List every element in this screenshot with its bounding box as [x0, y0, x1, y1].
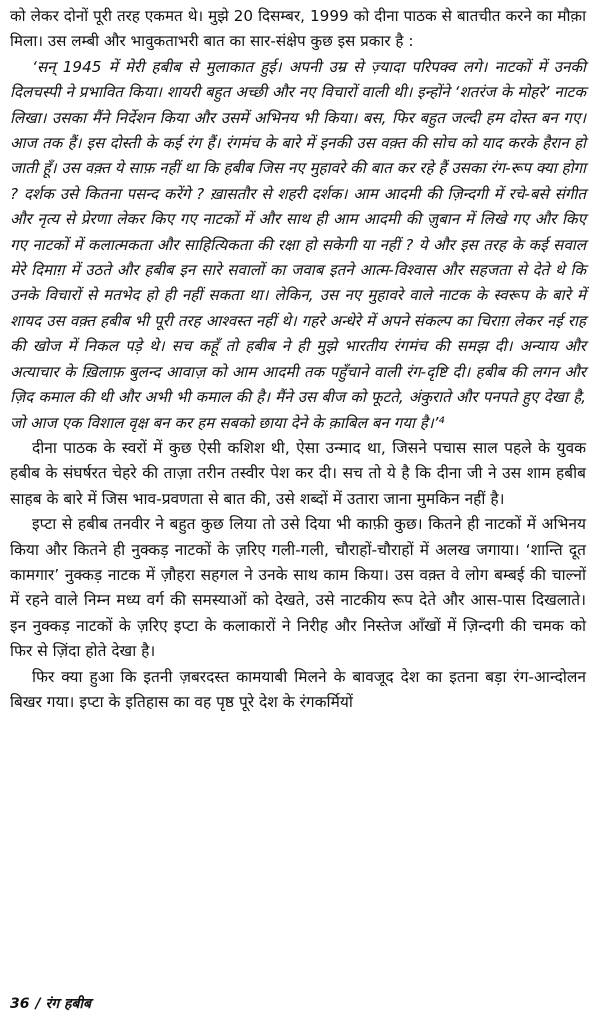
paragraph-dina-voice: दीना पाठक के स्वरों में कुछ ऐसी कशिश थी, ऐसा उन्माद था, जिसने पचास साल पहले के युवक हबीब के संघर्षरत चेहरे की ताज़ा तरीन तस्वीर पेश कर दी। सच तो ये है कि दीना जी ने उस शाम हबीब साहब के बारे में जिस भाव-प्रवणता से बात की, उसे शब्दों में उतारा जाना मुमकिन नहीं है। — [10, 438, 586, 508]
paragraph-movement-scattered: फिर क्या हुआ कि इतनी ज़बरदस्त कामयाबी मिलने के बावजूद देश का इतना बड़ा रंग-आन्दोलन बिखर गया। इप्टा के इतिहास का वह पृष्ठ पूरे देश के रंगकर्मियों — [10, 667, 586, 711]
body-text — [10, 4, 586, 715]
paragraph-ipta-contribution: इप्टा से हबीब तनवीर ने बहुत कुछ लिया तो उसे दिया भी काफ़ी कुछ। कितने ही नाटकों में अभिनय किया और कितने ही नुक्कड़ नाटकों के ज़रिए गली-गली, चौराहों-चौराहों में अलख जगाया। ‘शान्ति दूत कामगार’ नुक्कड़ नाटक में ज़ौहरा सहगल ने उनके साथ काम किया। उस वक़्त वे लोग बम्बई की चाल्नों में रहने वाले निम्न मध्य वर्ग की समस्याओं को देखते, उसे नाटकीय रूप देते और आस-पास दिखलाते। इन नुक्कड़ नाटकों के ज़रिए इप्टा के कलाकारों ने निरीह और निस्तेज आँखों में ज़िन्दगी की चमक को फिर से ज़िंदा होते देखा है। — [10, 515, 586, 661]
footer-separator: / — [35, 996, 41, 1012]
paragraph-quote-dina-pathak: ‘सन् 1945 में मेरी हबीब से मुलाकात हुई। अपनी उम्र से ज़्यादा परिपक्व लगे। नाटकों में उनकी दिलचस्पी ने प्रभावित किया। शायरी बहुत अच्छी और नए विचारों वाली थी। इन्होंने ‘शतरंज के मोहरे’ नाटक लिखा। उसका मैंने निर्देशन किया और उसमें अभिनय भी किया। बस, फिर बहुत जल्दी हम दोस्त बन गए। आज तक हैं। इस दोस्ती के कई रंग हैं। रंगमंच के बारे में इनकी उस वक़्त की सोच को याद करके हैरान हो जाती हूँ। उस वक़्त ये साफ़ नहीं था कि हबीब जिस नए मुहावरे की बात कर रहे हैं उसका रंग-रूप क्या होगा ? दर्शक उसे कितना पसन्द करेंगे ? ख़ासतौर से शहरी दर्शक। आम आदमी की ज़िन्दगी में रचे-बसे संगीत और नृत्य से प्रेरणा लेकर किए गए नाटकों में और साथ ही आम आदमी की ज़ुबान में लिखे गए और किए गए नाटकों में कलात्मकता और साहित्यिकता की रक्षा हो सकेगी या नहीं ? ये और इस तरह के कई सवाल मेरे दिमाग़ में उठते और हबीब इन सारे सवालों का जवाब इतने आत्म-विश्वास और सहजता से देते थे कि उनके विचारों से मतभेद हो ही नहीं सकता था। लेकिन, उस नए मुहावरे वाले नाटक के स्वरूप के बारे में शायद उस वक़्त हबीब भी पूरी तरह आश्वस्त नहीं थे। गहरे अन्धेरे में अपने संकल्प का चिराग़ लेकर नई राह की खोज में निकल पड़े थे। सच कहूँ तो हबीब ने ही मुझे भारतीय रंगमंच की समझ दी। अन्याय और अत्याचार के ख़िलाफ़ बुलन्द आवाज़ को आम आदमी तक पहुँचाने वाली रंग-दृष्टि दी। हबीब की लगन और ज़िद कमाल की थी और अभी भी कमाल की है। मैंने उस बीज को फूटते, अंकुराते और पनपते हुए देखा है, जो आज एक विशाल वृक्ष बन कर हम सबको छाया देने के क़ाबिल बन गया है।’⁴ — [10, 57, 586, 432]
page-footer — [10, 994, 91, 1013]
paragraph-intro: को लेकर दोनों पूरी तरह एकमत थे। मुझे 20 दिसम्बर, 1999 को दीना पाठक से बातचीत करने का मौक़ा मिला। उस लम्बी और भावुकताभरी बात का सार-संक्षेप कुछ इस प्रकार है : — [10, 7, 587, 51]
running-title: रंग हबीब — [45, 996, 92, 1012]
page-number: 36 — [10, 996, 30, 1012]
